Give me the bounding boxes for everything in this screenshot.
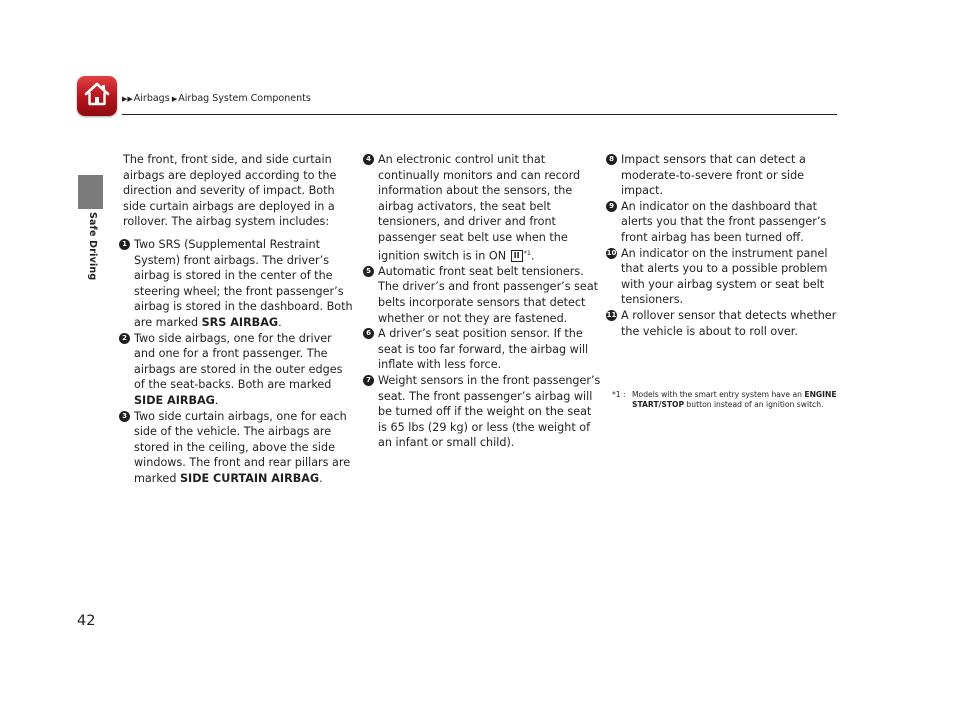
item-label-bold: SIDE CURTAIN AIRBAG <box>179 471 320 485</box>
item-text: Weight sensors in the front passenger’s seat. The front passenger’s airbag will be turned off if the weight on the seat is 65 lbs (29 kg) or less (the weight of an infant or small child). <box>378 374 601 450</box>
item-text: Impact sensors that can detect a moderate-to-severe front or side impact. <box>621 153 806 198</box>
item-text: Automatic front seat belt tensioners. The driver’s and front passenger’s seat belts incorporate sensors that detect whether or not they are fastened. <box>378 264 599 325</box>
item-number-badge: 4 <box>363 154 374 165</box>
item-end: . <box>319 471 323 485</box>
column-3 <box>606 152 840 339</box>
footnote-reference[interactable]: *1 <box>523 248 531 257</box>
item-number-badge: 3 <box>119 411 130 422</box>
item-text: An electronic control unit that continually monitors and can record information about the sensors, the airbag activators, the seat belt tensioners, and driver and front passenger seat belt use when the ignition switch is in ON <box>378 153 581 263</box>
list-item <box>123 409 355 487</box>
footnote-bold-label: ENGINE START/STOP <box>632 390 837 409</box>
home-icon <box>83 81 111 111</box>
item-text: An indicator on the instrument panel that alerts you to a possible problem with your airbag system or seat belt tensioners. <box>621 246 828 307</box>
item-end: . <box>531 249 535 263</box>
footnote-mark: *1 : <box>612 390 626 399</box>
item-text: An indicator on the dashboard that alerts you that the front passenger’s front airbag has been turned off. <box>621 199 827 244</box>
footnote <box>612 390 842 410</box>
item-text: A rollover sensor that detects whether the vehicle is about to roll over. <box>621 308 837 338</box>
list-item <box>367 152 601 264</box>
item-label-bold: SRS AIRBAG <box>201 315 279 329</box>
item-text: A driver’s seat position sensor. If the seat is too far forward, the airbag will inflate with less force. <box>378 327 589 372</box>
list-item <box>606 246 840 308</box>
list-item <box>123 331 355 409</box>
ignition-position-key: II <box>511 250 523 262</box>
list-item <box>367 326 601 373</box>
header-divider <box>122 114 837 115</box>
item-number-badge: 6 <box>363 328 374 339</box>
list-item <box>606 308 840 339</box>
breadcrumb-arrow-icon: ▶ <box>169 95 178 103</box>
section-tab-label[interactable]: Safe Driving <box>87 212 98 281</box>
column-1 <box>123 152 355 486</box>
item-number-badge: 2 <box>119 333 130 344</box>
item-end: . <box>214 393 219 407</box>
item-number-badge: 11 <box>606 310 617 319</box>
footnote-text <box>612 390 842 410</box>
column-2 <box>367 152 601 451</box>
item-number-badge: 8 <box>606 154 617 165</box>
item-label-bold: SIDE AIRBAG <box>134 393 215 407</box>
home-button[interactable] <box>77 76 117 116</box>
list-item <box>367 264 601 326</box>
item-number-badge: 9 <box>606 201 617 212</box>
breadcrumb <box>122 93 311 105</box>
footnote-text-part: Models with the smart entry system have an <box>632 390 805 399</box>
item-number-badge: 1 <box>119 239 130 250</box>
list-item <box>367 373 601 451</box>
item-number-badge: 5 <box>363 266 374 277</box>
breadcrumb-current: Airbag System Components <box>178 93 311 104</box>
item-text: Two side airbags, one for the driver and one for a front passenger. The airbags are stored in the outer edges of the seat-backs. Both are marked <box>134 331 343 392</box>
item-text: Two side curtain airbags, one for each side of the vehicle. The airbags are stored in the ceiling, above the side windows. The front and rear pillars are marked <box>134 409 351 485</box>
breadcrumb-arrow-icon: ▶▶ <box>122 95 133 103</box>
item-text: Two SRS (Supplemental Restraint System) front airbags. The driver’s airbag is stored in the center of the steering wheel; the front passenger’s airbag is stored in the dashboard. Both are marked <box>134 237 353 329</box>
page-number: 42 <box>77 613 96 629</box>
footnote-text-part: button instead of an ignition switch. <box>684 400 824 409</box>
item-end: . <box>278 315 282 329</box>
intro-paragraph: The front, front side, and side curtain airbags are deployed according to the direction and severity of impact. Both side curtain airbags are deployed in a rollover. The airbag system includes: <box>123 153 337 229</box>
item-number-badge: 10 <box>606 248 617 257</box>
list-item <box>123 237 355 331</box>
list-item <box>610 199 840 246</box>
list-item <box>610 152 840 199</box>
item-number-badge: 7 <box>363 375 374 386</box>
section-tab-marker <box>78 175 103 209</box>
breadcrumb-link-airbags[interactable]: Airbags <box>133 93 170 104</box>
